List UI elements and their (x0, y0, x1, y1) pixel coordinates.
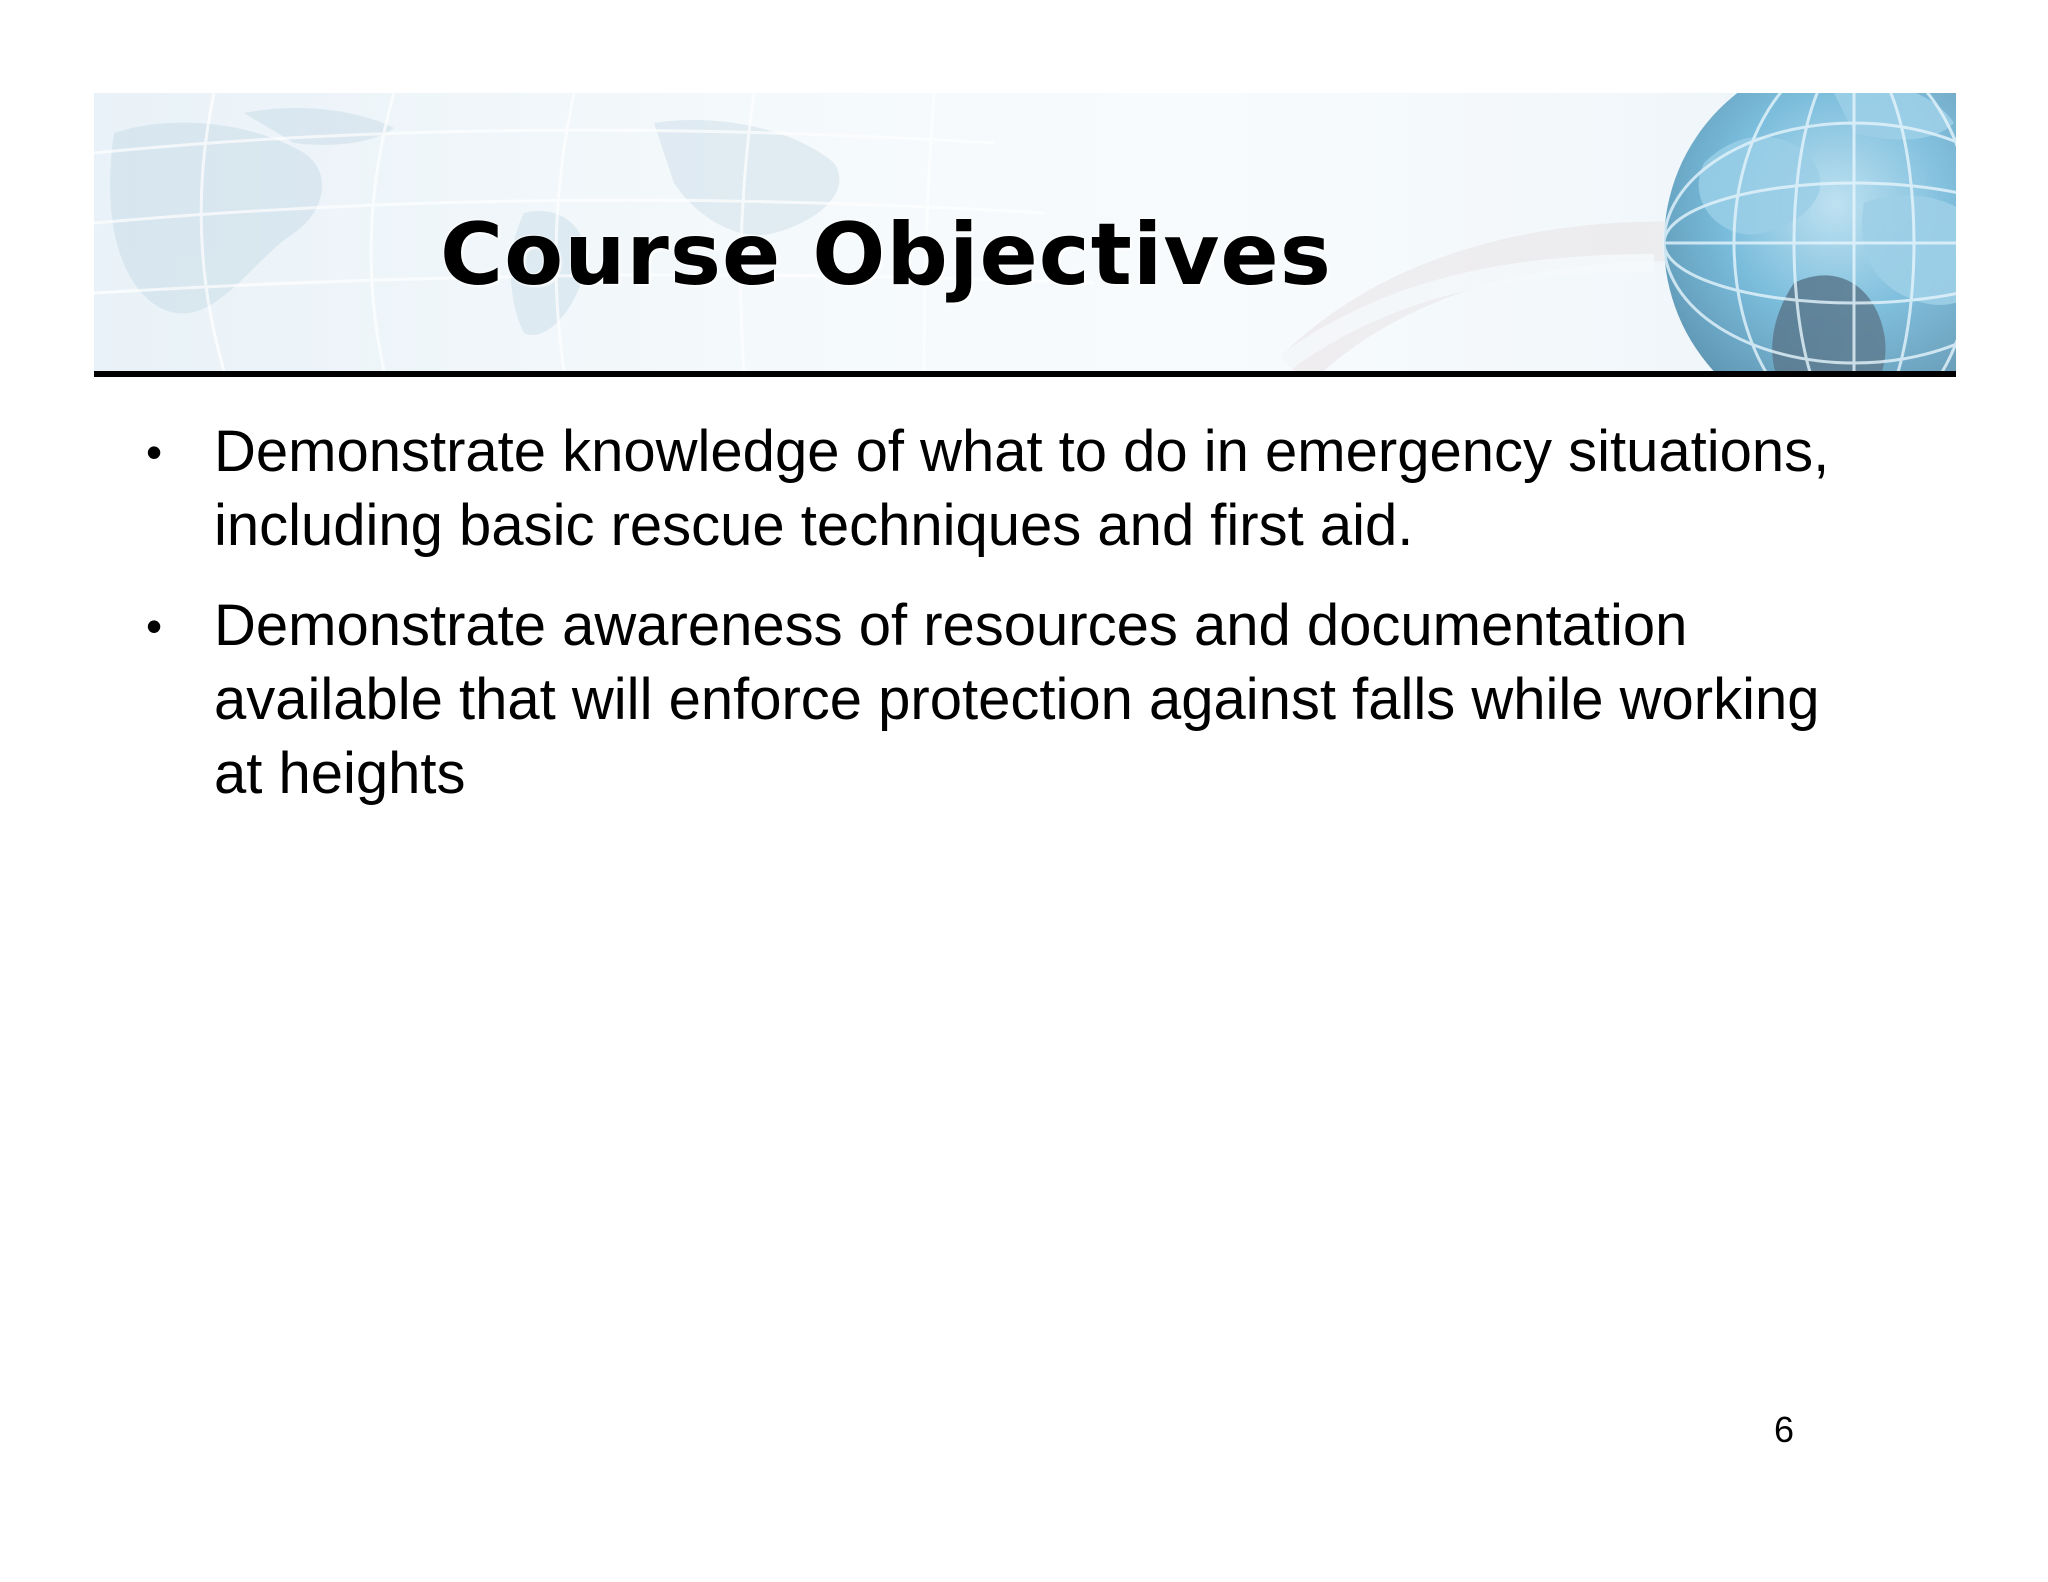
page-number: 6 (1774, 1409, 1795, 1450)
bullet-icon: • (146, 426, 163, 478)
title-divider (94, 371, 1956, 377)
objective-text: Demonstrate awareness of resources and documentation available that will enforce protection against falls while working at heights (214, 593, 1820, 806)
list-item (140, 415, 1860, 563)
list-item (140, 589, 1860, 811)
bullet-icon: • (146, 600, 163, 652)
objectives-list (140, 415, 1860, 837)
objective-text: Demonstrate knowledge of what to do in emergency situations, including basic rescue techniques and first aid. (214, 419, 1830, 558)
slide-title: Course Objectives (440, 205, 1332, 305)
